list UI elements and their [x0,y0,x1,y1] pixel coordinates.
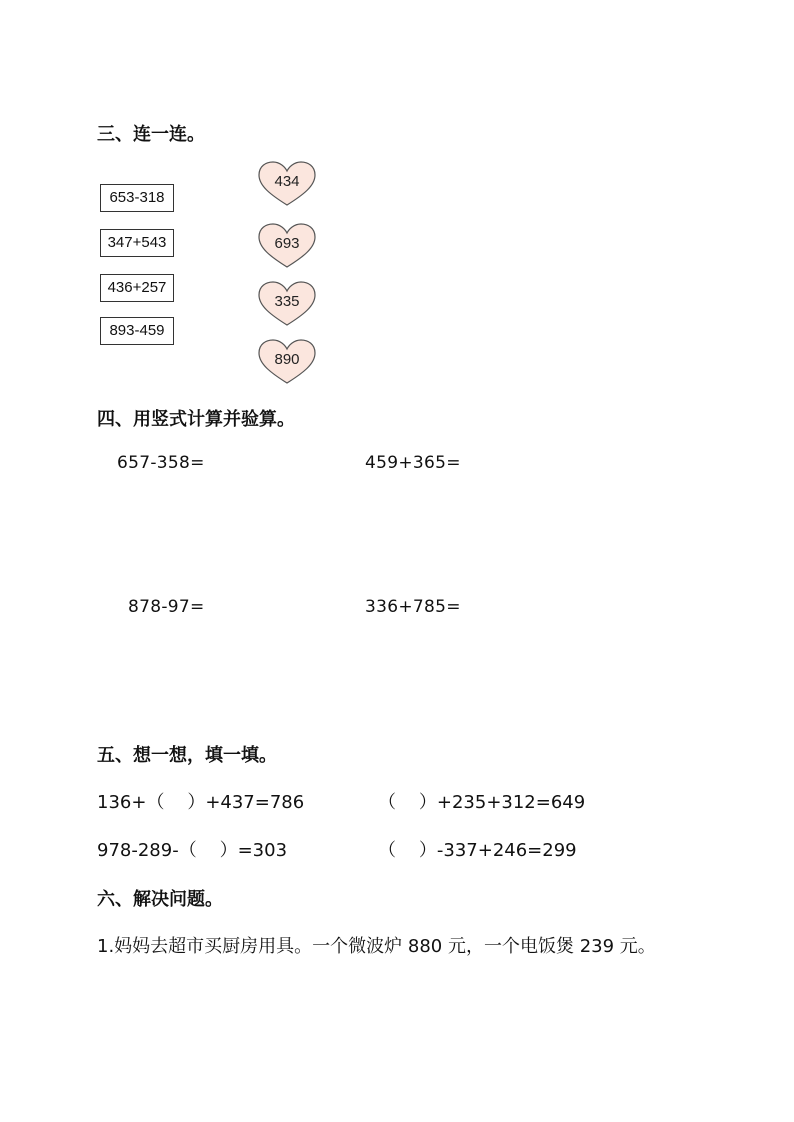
answer-heart-1[interactable] [257,160,317,208]
answer-heart-3[interactable] [257,280,317,328]
expression-box-4[interactable]: 893-459 [100,317,174,345]
heart-value: 693 [274,235,300,252]
vertical-calc-problem-1: 657-358= [117,453,205,473]
section-4-title: 四、用竖式计算并验算。 [97,409,295,430]
answer-heart-2[interactable] [257,222,317,270]
heart-value: 335 [274,293,300,310]
expression-box-2[interactable]: 347+543 [100,229,174,257]
fill-blank-3[interactable]: 978-289-（ ）=303 [97,840,288,861]
section-5-title: 五、想一想，填一填。 [97,745,277,766]
fill-blank-4[interactable]: （ ）-337+246=299 [378,840,577,861]
vertical-calc-problem-4: 336+785= [365,597,461,617]
fill-blank-1[interactable]: 136+（ ）+437=786 [97,792,305,813]
answer-heart-4[interactable] [257,338,317,386]
word-problem-1: 1.妈妈去超市买厨房用具。一个微波炉 880 元，一个电饭煲 239 元。 [97,936,656,957]
fill-blank-2[interactable]: （ ）+235+312=649 [378,792,586,813]
vertical-calc-problem-3: 878-97= [128,597,205,617]
vertical-calc-problem-2: 459+365= [365,453,461,473]
section-6-title: 六、解决问题。 [97,889,223,910]
heart-value: 890 [274,351,300,368]
heart-value: 434 [274,173,300,190]
expression-box-1[interactable]: 653-318 [100,184,174,212]
expression-box-3[interactable]: 436+257 [100,274,174,302]
section-3-title: 三、连一连。 [97,124,205,145]
